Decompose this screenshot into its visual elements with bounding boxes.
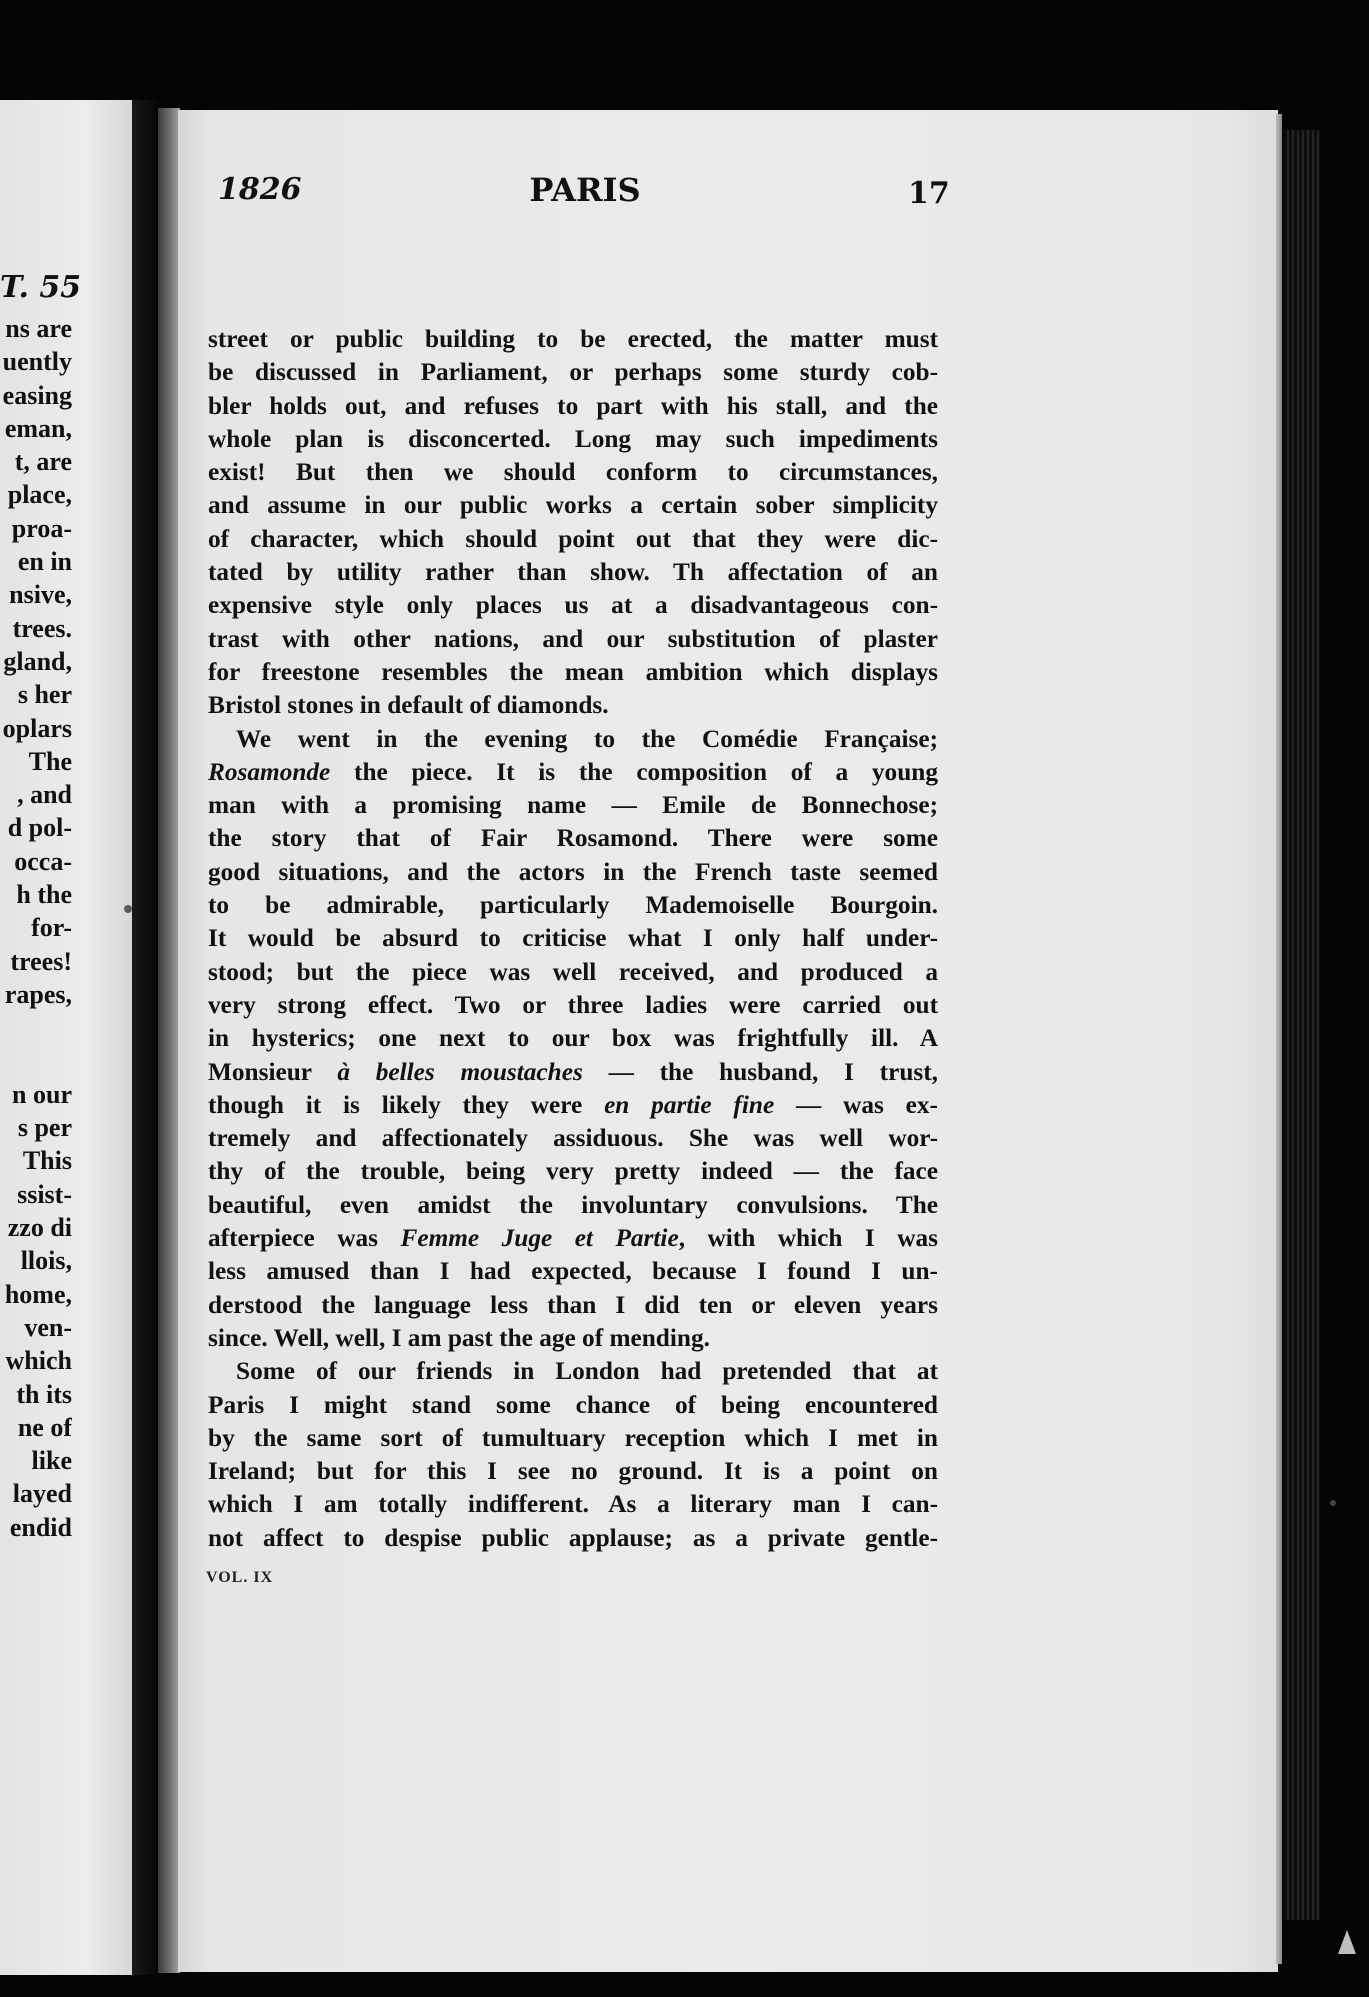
previous-page-line: , and xyxy=(17,780,72,810)
previous-page-line: t, are xyxy=(14,447,72,477)
paragraph-start-line: Some of our friends in London had pretended that at xyxy=(236,1357,938,1386)
text-line: thy of the trouble, being very pretty indeed — the face xyxy=(208,1157,938,1186)
previous-page-line: nsive, xyxy=(9,580,72,610)
text-line: derstood the language less than I did ten or eleven years xyxy=(208,1290,938,1319)
text-line: Paris I might stand some chance of being encountered xyxy=(208,1390,938,1419)
text-line: stood; but the piece was well received, and produced a xyxy=(208,957,938,986)
previous-page-header: T. 55 xyxy=(0,270,82,305)
italic-phrase: à belles moustaches xyxy=(337,1057,583,1086)
text-line: though it is likely they were en partie fine — was ex- xyxy=(208,1090,938,1119)
book-gutter xyxy=(132,100,158,1975)
previous-page-line: home, xyxy=(4,1279,72,1309)
italic-phrase: en partie fine xyxy=(604,1090,775,1119)
page-edge xyxy=(1276,114,1282,1964)
previous-page-line: proa- xyxy=(11,513,72,543)
paragraph-start-line: We went in the evening to the Comédie Française; xyxy=(236,724,938,753)
italic-title: Rosamonde xyxy=(208,757,331,786)
previous-page-line: ssist- xyxy=(17,1179,72,1209)
text-line: man with a promising name — Emile de Bonnechose; xyxy=(208,791,938,820)
previous-page-line: layed xyxy=(12,1479,72,1509)
previous-page-line: occa- xyxy=(14,846,72,876)
gutter-shadow xyxy=(158,108,180,1973)
text-line: exist! But then we should conform to circumstances, xyxy=(208,458,938,487)
previous-page-line: place, xyxy=(7,480,72,510)
text-line: trast with other nations, and our substitution of plaster xyxy=(208,624,938,653)
text-line: tated by utility rather than show. Th affectation of an xyxy=(208,558,938,587)
text-line: bler holds out, and refuses to part with his stall, and the xyxy=(208,391,938,420)
previous-page-line: gland, xyxy=(3,646,72,676)
previous-page-line: llois, xyxy=(20,1246,72,1276)
text-line: It would be absurd to criticise what I only half under- xyxy=(208,924,938,953)
page-body-text xyxy=(208,323,938,1555)
previous-page-line: uently xyxy=(2,347,72,377)
text-line: which I am totally indifferent. As a literary man I can- xyxy=(208,1490,938,1519)
page-number: 17 xyxy=(908,176,950,211)
text-line: by the same sort of tumultuary reception which I met in xyxy=(208,1423,938,1452)
paragraph-end-line: Bristol stones in default of diamonds. xyxy=(208,691,609,720)
previous-page-line: like xyxy=(31,1446,72,1476)
text-line: tremely and affectionately assiduous. She was well wor- xyxy=(208,1124,938,1153)
text-line: the story that of Fair Rosamond. There were some xyxy=(208,824,938,853)
text-line: to be admirable, particularly Mademoiselle Bourgoin. xyxy=(208,891,938,920)
previous-page-line xyxy=(0,1045,72,1078)
previous-page-line: endid xyxy=(9,1512,72,1542)
previous-page-line: This xyxy=(22,1146,72,1176)
running-head-title: PARIS xyxy=(529,171,641,209)
paragraph-end-line: since. Well, well, I am past the age of mending. xyxy=(208,1323,710,1352)
italic-title: Femme Juge et Partie xyxy=(400,1224,679,1253)
text-line: whole plan is disconcerted. Long may such impediments xyxy=(208,424,938,453)
scan-speck xyxy=(1330,1500,1336,1506)
text-line: beautiful, even amidst the involuntary convulsions. The xyxy=(208,1190,938,1219)
scan-speck xyxy=(124,905,132,913)
previous-page-line xyxy=(0,1011,72,1044)
previous-page-line: which xyxy=(5,1346,72,1376)
previous-page-text xyxy=(0,312,72,1544)
text-line: less amused than I had expected, because I found I un- xyxy=(208,1257,938,1286)
previous-page-line: trees. xyxy=(12,613,72,643)
previous-page-line: th its xyxy=(16,1379,72,1409)
previous-page-line: zzo di xyxy=(7,1213,72,1243)
previous-page-line: h the xyxy=(16,880,72,910)
running-head-year: 1826 xyxy=(218,172,302,207)
book-fore-edge xyxy=(1284,130,1320,1920)
text-line: and assume in our public works a certain sober simplicity xyxy=(208,491,938,520)
text-line: afterpiece was Femme Juge et Partie, with which I was xyxy=(208,1224,938,1253)
text-line: in hysterics; one next to our box was frightfully ill. A xyxy=(208,1024,938,1053)
text-line: very strong effect. Two or three ladies were carried out xyxy=(208,990,938,1019)
previous-page-line: oplars xyxy=(2,713,72,743)
previous-page-line: rapes, xyxy=(4,979,72,1009)
previous-page-line: s per xyxy=(17,1113,72,1143)
previous-page-line: eman, xyxy=(4,413,72,443)
text-line: good situations, and the actors in the French taste seemed xyxy=(208,857,938,886)
text-line: of character, which should point out that they were dic- xyxy=(208,524,938,553)
previous-page-line: easing xyxy=(2,380,72,410)
previous-page-line: ne of xyxy=(17,1412,72,1442)
previous-page-line: for- xyxy=(31,913,72,943)
text-line: Ireland; but for this I see no ground. It is a point on xyxy=(208,1457,938,1486)
text-line: not affect to despise public applause; as a private gentle- xyxy=(208,1523,938,1552)
signature-mark: VOL. IX xyxy=(206,1569,274,1586)
text-line: be discussed in Parliament, or perhaps some sturdy cob- xyxy=(208,358,938,387)
previous-page-line: d pol- xyxy=(7,813,72,843)
previous-page-line: trees! xyxy=(10,946,72,976)
previous-page-line: The xyxy=(28,746,72,776)
text-line: Monsieur à belles moustaches — the husband, I trust, xyxy=(208,1057,938,1086)
text-line: street or public building to be erected, the matter must xyxy=(208,325,938,353)
previous-page-line: ns are xyxy=(5,314,72,343)
text-line: Rosamonde the piece. It is the composition of a young xyxy=(208,757,938,786)
previous-page-line: en in xyxy=(17,547,72,577)
previous-page-line: s her xyxy=(17,680,72,710)
corner-mark xyxy=(1338,1930,1356,1954)
text-line: expensive style only places us at a disadvantageous con- xyxy=(208,591,938,620)
text-line: for freestone resembles the mean ambition which displays xyxy=(208,657,938,686)
previous-page-line: ven- xyxy=(24,1312,72,1342)
previous-page-fragment xyxy=(0,100,132,1975)
previous-page-line: n our xyxy=(12,1079,72,1109)
